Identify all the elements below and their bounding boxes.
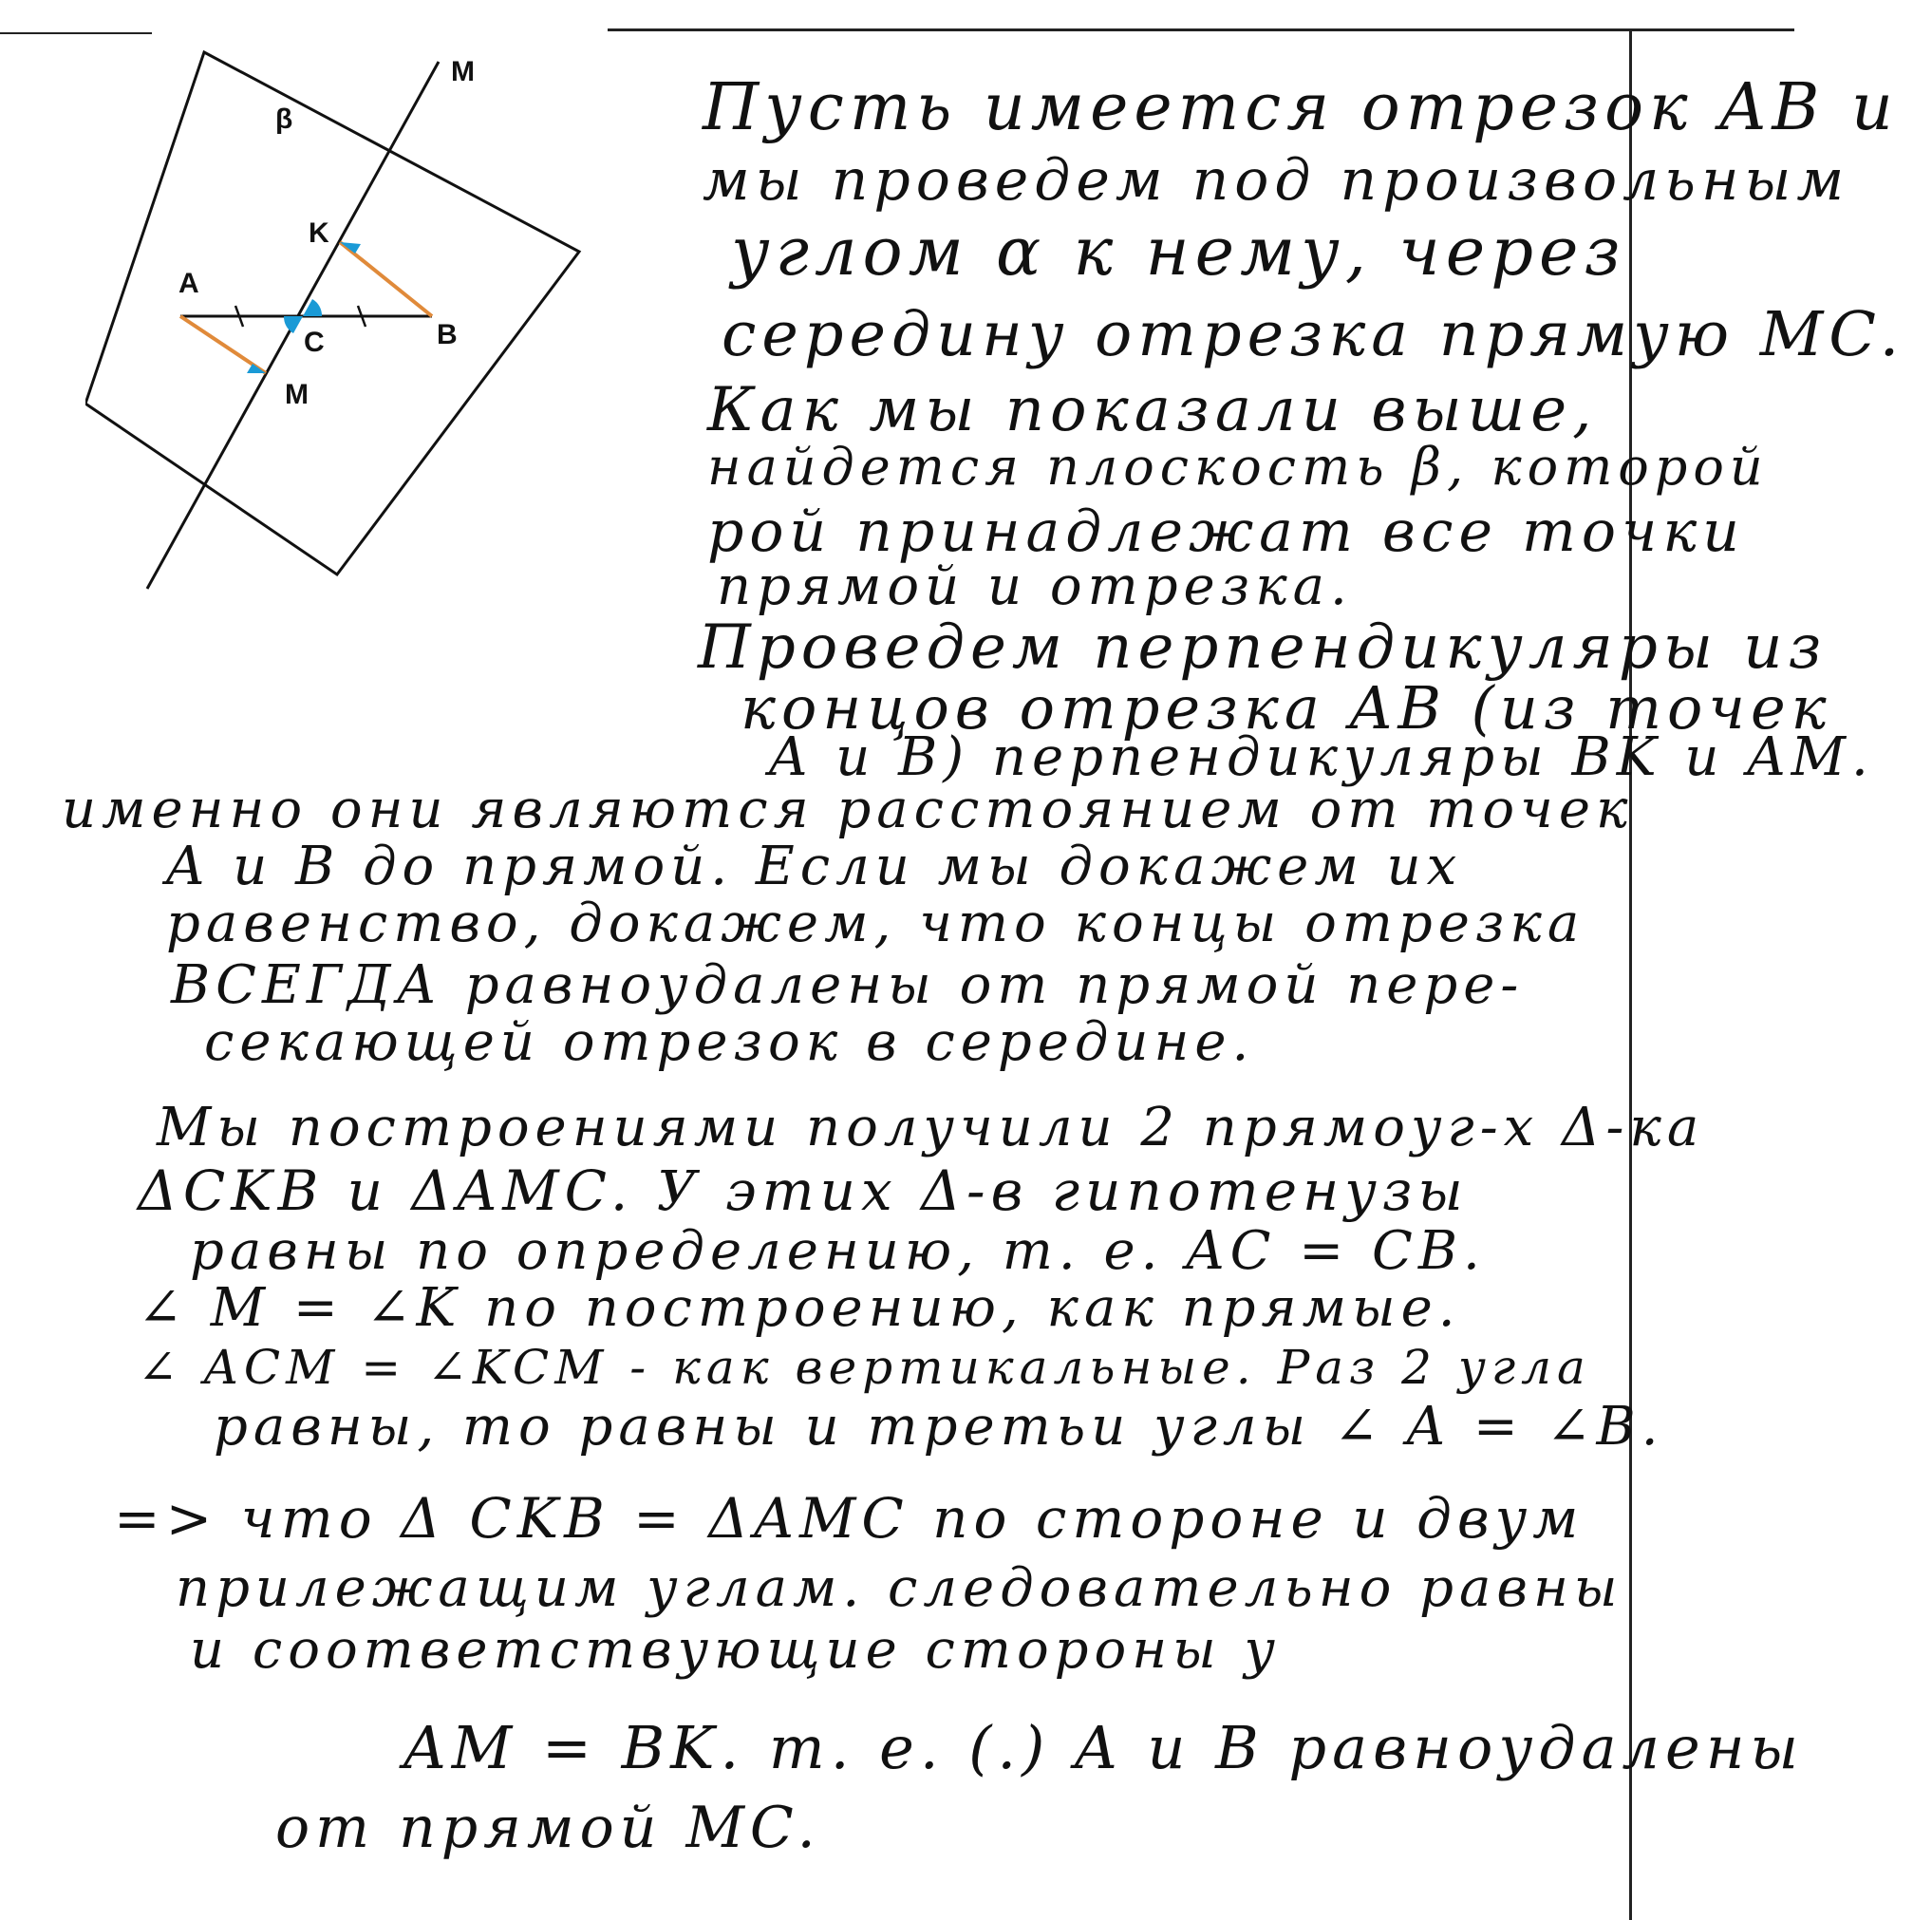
note-line: прямой и отрезка. bbox=[717, 555, 1353, 617]
label-b: B bbox=[437, 319, 458, 350]
label-m-bottom: M bbox=[285, 379, 309, 410]
note-line: Как мы показали выше, bbox=[707, 375, 1598, 445]
note-line: середину отрезка прямую MC. bbox=[722, 299, 1905, 370]
note-line: секающей отрезок в середине. bbox=[204, 1011, 1255, 1073]
note-line: и соответствующие стороны у bbox=[190, 1619, 1282, 1681]
note-line: Пусть имеется отрезок AB и bbox=[703, 70, 1899, 145]
label-a: A bbox=[178, 268, 199, 299]
note-line: Проведем перпендикуляры из bbox=[698, 612, 1828, 683]
note-line: именно они являются расстоянием от точек bbox=[62, 779, 1634, 840]
note-line: прилежащим углам. следовательно равны bbox=[176, 1557, 1623, 1619]
note-line: A и B) перпендикуляры BK и AM. bbox=[769, 726, 1874, 788]
note-line: концов отрезка AB (из точек bbox=[741, 673, 1832, 743]
note-line: равны по определению, т. е. AC = CB. bbox=[190, 1220, 1486, 1282]
note-line: равны, то равны и третьи углы ∠ A = ∠B. bbox=[214, 1396, 1664, 1458]
note-line: ВСЕГДА равноудалены от прямой пере- bbox=[171, 954, 1525, 1016]
note-line: ΔCKB и ΔAMC. У этих Δ-в гипотенузы bbox=[138, 1158, 1469, 1223]
note-line: углом α к нему, через bbox=[731, 213, 1626, 291]
note-line: равенство, докажем, что концы отрезка bbox=[166, 893, 1585, 954]
label-c: C bbox=[304, 327, 325, 358]
note-line: AM = BK. т. е. (.) A и B равноудалены bbox=[403, 1713, 1805, 1782]
note-line: Мы построениями получили 2 прямоуг-х Δ-ка bbox=[157, 1097, 1705, 1158]
note-line: ∠ ACM = ∠KCM - как вертикальные. Раз 2 угла bbox=[138, 1340, 1591, 1395]
note-line: => что Δ CKB = ΔAMC по стороне и двум bbox=[114, 1486, 1585, 1551]
note-line: рой принадлежат все точки bbox=[707, 499, 1745, 565]
note-line: ∠ M = ∠K по построению, как прямые. bbox=[138, 1277, 1461, 1339]
note-line: мы проведем под произвольным bbox=[703, 147, 1850, 214]
label-m-top: M bbox=[451, 56, 475, 87]
note-line: A и B до прямой. Если мы докажем их bbox=[166, 836, 1463, 897]
label-k: K bbox=[309, 217, 329, 249]
note-line: от прямой MC. bbox=[275, 1795, 821, 1861]
note-line: найдется плоскость β, которой bbox=[707, 437, 1769, 497]
label-plane-beta: β bbox=[275, 104, 293, 135]
